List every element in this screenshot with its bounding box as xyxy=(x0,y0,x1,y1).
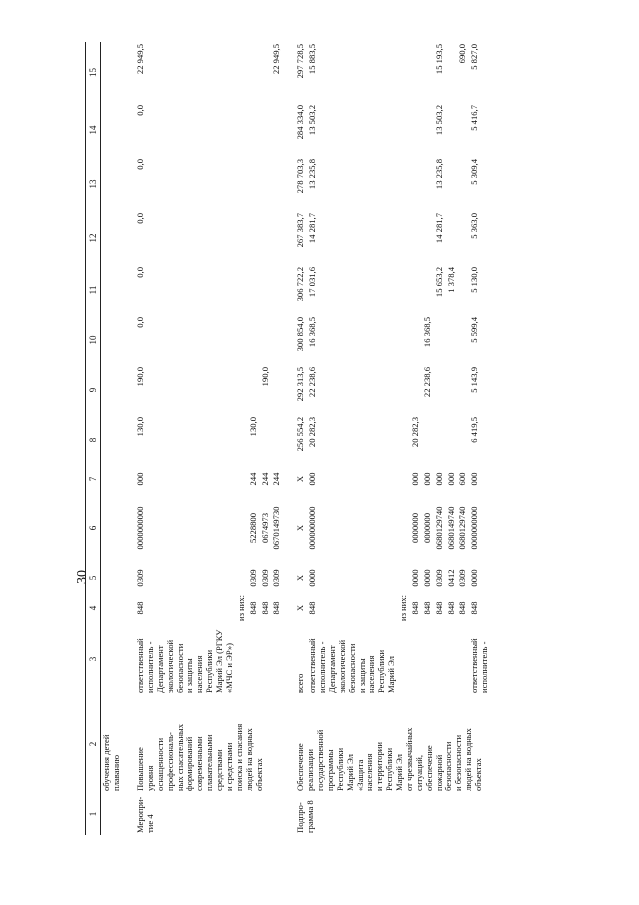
code-cell-c6: 0000000 xyxy=(409,512,420,544)
value-cell-c12: 14 281,7 xyxy=(433,213,444,244)
section-title-line: формирований xyxy=(184,736,195,791)
table-row xyxy=(135,42,236,835)
responsible-line: Департамент xyxy=(154,645,165,693)
value-cell-c11: 15 653,2 xyxy=(433,267,444,298)
column-header: 6 xyxy=(86,493,101,563)
section-title-line: оснащенности xyxy=(154,737,165,791)
value-cell-c13 xyxy=(271,157,283,211)
responsible-line: Марий Эл xyxy=(386,656,397,693)
value-cell-c10: 5 599,4 xyxy=(469,317,480,343)
value-cell-c11 xyxy=(398,265,410,315)
code-cell-c5: 0000 xyxy=(421,569,432,587)
section-title-line: реализации xyxy=(305,749,316,791)
table-row xyxy=(295,42,307,835)
section-title-line: государственной xyxy=(315,729,326,791)
section-title-line: Республики xyxy=(334,747,345,791)
column-header: 10 xyxy=(86,315,101,365)
code-cell-c6: X xyxy=(295,524,306,532)
code-cell-c7: 244 xyxy=(271,472,282,486)
code-cell-c6: 0680129740 xyxy=(433,506,444,550)
value-cell-c11 xyxy=(422,265,434,315)
responsible-cell xyxy=(457,623,469,695)
value-cell-c13 xyxy=(236,157,248,211)
value-cell-c10 xyxy=(457,315,469,365)
code-cell-c7: 244 xyxy=(259,472,270,486)
responsible-line: ответственный xyxy=(307,638,318,693)
value-cell-c13 xyxy=(260,157,272,211)
carry-over-row xyxy=(101,42,123,835)
code-cell-c7: 000 xyxy=(409,472,420,486)
value-cell-c13 xyxy=(457,157,469,211)
value-cell-c14 xyxy=(422,103,434,157)
value-cell-c9: 292 313,5 xyxy=(295,367,306,402)
value-cell-c9 xyxy=(457,365,469,415)
carry-over-line: плаванию xyxy=(111,754,122,791)
responsible-line: населения xyxy=(194,655,205,693)
value-cell-c10: 16 368,5 xyxy=(421,317,432,348)
value-cell-c12: 5 363,0 xyxy=(469,213,480,239)
value-cell-c8: 130,0 xyxy=(135,417,146,437)
section-title-line: Марий Эл xyxy=(394,754,405,791)
value-cell-c14: 13 503,2 xyxy=(433,105,444,136)
empty-cell xyxy=(101,493,123,563)
column-header: 8 xyxy=(86,415,101,465)
value-cell-c11: 306 722,2 xyxy=(295,267,306,302)
code-cell-c5: 0309 xyxy=(433,569,444,587)
column-header: 7 xyxy=(86,465,101,493)
value-cell-c12 xyxy=(260,211,272,265)
code-cell-c7: 600 xyxy=(457,472,468,486)
value-cell-c13: 278 703,3 xyxy=(295,159,306,194)
section-title-line: Обеспечение xyxy=(295,743,306,791)
value-cell-c11: 17 031,6 xyxy=(307,267,318,298)
responsible-line: всего xyxy=(295,673,306,693)
responsible-line: Марий Эл (РГКУ xyxy=(214,629,225,693)
value-cell-c11 xyxy=(236,265,248,315)
responsible-cell xyxy=(434,623,446,695)
value-cell-c8: 256 554,2 xyxy=(295,417,306,452)
value-cell-c13 xyxy=(446,157,458,211)
value-cell-c9: 22 238,6 xyxy=(421,367,432,398)
code-cell-c7: X xyxy=(295,475,306,483)
value-cell-c10 xyxy=(410,315,422,365)
value-cell-c12 xyxy=(248,211,260,265)
code-cell-c7: 000 xyxy=(469,472,480,486)
value-cell-c11: 5 130,0 xyxy=(469,267,480,293)
value-cell-c11: 1 378,4 xyxy=(445,267,456,293)
responsible-line: экологической xyxy=(336,639,347,693)
value-cell-c12 xyxy=(410,211,422,265)
code-cell-c4: из них: xyxy=(235,594,246,621)
column-header: 5 xyxy=(86,563,101,593)
code-cell-c7: 000 xyxy=(445,472,456,486)
page-number: 30 xyxy=(75,570,90,584)
value-cell-c11 xyxy=(248,265,260,315)
code-cell-c5: 0309 xyxy=(259,569,270,587)
responsible-line: ответственный xyxy=(135,638,146,693)
value-cell-c14: 0,0 xyxy=(135,105,146,116)
section-label-line: грамма 8 xyxy=(305,800,316,833)
responsible-line: и защиты xyxy=(184,658,195,693)
section-title-line: плавательными xyxy=(204,734,215,791)
section-label xyxy=(135,793,283,835)
code-cell-c7: 000 xyxy=(433,472,444,486)
gap-cell xyxy=(283,793,295,835)
value-cell-c9 xyxy=(271,365,283,415)
responsible-cell xyxy=(398,623,410,695)
value-cell-c9 xyxy=(434,365,446,415)
value-cell-c9 xyxy=(446,365,458,415)
value-cell-c15: 22 949,5 xyxy=(135,44,146,75)
code-cell-c4: 848 xyxy=(307,601,318,615)
value-cell-c12 xyxy=(398,211,410,265)
value-cell-c10 xyxy=(446,315,458,365)
responsible-line: «МЧС и ЭР») xyxy=(223,643,234,693)
section-title xyxy=(295,695,491,793)
empty-cell xyxy=(101,593,123,623)
value-cell-c15 xyxy=(422,42,434,103)
value-cell-c13 xyxy=(410,157,422,211)
section-title-line: Марий Эл xyxy=(344,754,355,791)
responsible-line: ответственный xyxy=(469,638,480,693)
responsible-line: исполнитель - xyxy=(144,641,155,693)
value-cell-c11: 0,0 xyxy=(135,267,146,278)
empty-cell xyxy=(101,465,123,493)
value-cell-c9 xyxy=(236,365,248,415)
value-cell-c12: 14 281,7 xyxy=(307,213,318,244)
value-cell-c11 xyxy=(410,265,422,315)
section-title-line: населения xyxy=(364,753,375,791)
value-cell-c10 xyxy=(434,315,446,365)
value-cell-c8 xyxy=(236,415,248,465)
value-cell-c15 xyxy=(446,42,458,103)
code-cell-c6: 0000000000 xyxy=(469,506,480,550)
code-cell-c5: 0309 xyxy=(457,569,468,587)
column-header: 2 xyxy=(86,695,101,793)
column-header: 1 xyxy=(86,793,101,835)
value-cell-c10 xyxy=(271,315,283,365)
value-cell-c11 xyxy=(271,265,283,315)
code-cell-c5 xyxy=(236,563,248,593)
section-label-line: Подпро- xyxy=(295,802,306,833)
code-cell-c7: 000 xyxy=(135,472,146,486)
value-cell-c10 xyxy=(236,315,248,365)
value-cell-c9 xyxy=(410,365,422,415)
value-cell-c13: 0,0 xyxy=(135,159,146,170)
value-cell-c14 xyxy=(457,103,469,157)
section-gap xyxy=(283,42,295,835)
code-cell-c6 xyxy=(236,493,248,563)
responsible-cell xyxy=(307,623,398,695)
responsible-cell xyxy=(295,623,307,695)
value-cell-c8 xyxy=(260,415,272,465)
value-cell-c12 xyxy=(457,211,469,265)
column-header: 13 xyxy=(86,157,101,211)
responsible-cell xyxy=(271,623,283,695)
section-title-line: пожарной xyxy=(433,754,444,791)
value-cell-c15 xyxy=(248,42,260,103)
value-cell-c14: 5 416,7 xyxy=(469,105,480,131)
code-cell-c6: 0000000 xyxy=(421,512,432,544)
empty-cell xyxy=(101,365,123,415)
responsible-line: Департамент xyxy=(326,645,337,693)
value-cell-c8 xyxy=(434,415,446,465)
code-cell-c7: 244 xyxy=(247,472,258,486)
value-cell-c8: 20 282,3 xyxy=(307,417,318,448)
value-cell-c14 xyxy=(398,103,410,157)
section-title-line: «Защита xyxy=(354,759,365,791)
carry-over-line: обучения детей xyxy=(101,734,112,791)
code-cell-c5: 0000 xyxy=(469,569,480,587)
value-cell-c9 xyxy=(398,365,410,415)
value-cell-c14 xyxy=(446,103,458,157)
code-cell-c4: 848 xyxy=(409,601,420,615)
value-cell-c15: 22 949,5 xyxy=(271,44,282,75)
section-title-line: уровня xyxy=(144,765,155,791)
code-cell-c6: 0670149730 xyxy=(271,506,282,550)
value-cell-c15: 15 193,5 xyxy=(433,44,444,75)
column-header: 3 xyxy=(86,623,101,695)
section-title-line: объектах xyxy=(253,758,264,791)
empty-cell xyxy=(101,623,123,695)
code-cell-c6: 0000000000 xyxy=(307,506,318,550)
code-cell-c7 xyxy=(398,465,410,493)
value-cell-c14 xyxy=(271,103,283,157)
responsible-line: исполнитель - xyxy=(479,641,490,693)
code-cell-c6: 0674973 xyxy=(259,512,270,544)
section-label xyxy=(295,793,491,835)
value-cell-c13: 13 235,8 xyxy=(433,159,444,190)
empty-cell xyxy=(101,42,123,103)
code-cell-c5: 0309 xyxy=(271,569,282,587)
column-header: 11 xyxy=(86,265,101,315)
responsible-cell xyxy=(260,623,272,695)
value-cell-c9: 190,0 xyxy=(259,367,270,387)
value-cell-c12: 267 383,7 xyxy=(295,213,306,248)
value-cell-c8: 20 282,3 xyxy=(409,417,420,448)
code-cell-c5 xyxy=(398,563,410,593)
value-cell-c15: 297 728,5 xyxy=(295,44,306,79)
code-cell-c6 xyxy=(398,493,410,563)
value-cell-c15 xyxy=(236,42,248,103)
value-cell-c9: 190,0 xyxy=(135,367,146,387)
value-cell-c10 xyxy=(248,315,260,365)
value-cell-c10: 300 854,0 xyxy=(295,317,306,352)
value-cell-c14 xyxy=(248,103,260,157)
budget-table-sheet xyxy=(85,42,625,835)
value-cell-c8 xyxy=(422,415,434,465)
value-cell-c14: 284 334,0 xyxy=(295,105,306,140)
value-cell-c9 xyxy=(248,365,260,415)
value-cell-c9: 5 143,9 xyxy=(469,367,480,393)
code-cell-c7: 000 xyxy=(421,472,432,486)
empty-cell xyxy=(101,415,123,465)
empty-cell xyxy=(101,103,123,157)
section-title-line: средствами xyxy=(214,749,225,791)
value-cell-c8: 130,0 xyxy=(247,417,258,437)
responsible-line: исполнитель - xyxy=(317,641,328,693)
value-cell-c15: 15 883,5 xyxy=(307,44,318,75)
empty-cell xyxy=(101,315,123,365)
section-title-line: ных спасательных xyxy=(174,723,185,791)
column-header: 9 xyxy=(86,365,101,415)
section-label-line: тие 4 xyxy=(144,814,155,833)
responsible-cell xyxy=(248,623,260,695)
code-cell-c4: 848 xyxy=(421,601,432,615)
value-cell-c15 xyxy=(410,42,422,103)
section-title-line: поиска и спасания xyxy=(233,723,244,791)
section-title-line: от чрезвычайных xyxy=(403,727,414,791)
section-label-line: Меропри- xyxy=(135,796,146,833)
code-cell-c4: 848 xyxy=(433,601,444,615)
responsible-line: Республики xyxy=(204,649,215,693)
responsible-line: Республики xyxy=(376,649,387,693)
code-cell-c6: 0680149740 xyxy=(445,506,456,550)
value-cell-c10: 16 368,5 xyxy=(307,317,318,348)
section-title-line: ситуаций, xyxy=(413,755,424,791)
value-cell-c13: 13 235,8 xyxy=(307,159,318,190)
value-cell-c14 xyxy=(236,103,248,157)
value-cell-c12 xyxy=(446,211,458,265)
value-cell-c13 xyxy=(248,157,260,211)
empty-cell xyxy=(101,157,123,211)
section-title-line: Республики xyxy=(384,747,395,791)
value-cell-c10: 0,0 xyxy=(135,317,146,328)
code-cell-c5: 0000 xyxy=(409,569,420,587)
value-cell-c11 xyxy=(260,265,272,315)
code-cell-c5: 0412 xyxy=(445,569,456,587)
responsible-line: экологической xyxy=(164,639,175,693)
code-cell-c6: 0680129740 xyxy=(457,506,468,550)
section-title-line: программы xyxy=(324,749,335,791)
code-cell-c4: 848 xyxy=(469,601,480,615)
code-cell-c5: X xyxy=(295,574,306,582)
value-cell-c15: 690,0 xyxy=(457,44,468,64)
value-cell-c14: 13 503,2 xyxy=(307,105,318,136)
section-gap xyxy=(123,42,135,835)
table-body xyxy=(101,42,491,835)
section-title-line: людей на водных xyxy=(463,728,474,791)
code-cell-c7 xyxy=(236,465,248,493)
value-cell-c15 xyxy=(260,42,272,103)
responsible-line: безопасности xyxy=(346,643,357,693)
code-cell-c5: 0309 xyxy=(135,569,146,587)
section-title-line: профессиональ- xyxy=(164,732,175,791)
section-title-line: современными xyxy=(194,736,205,791)
code-cell-c4: 848 xyxy=(259,601,270,615)
value-cell-c10 xyxy=(398,315,410,365)
responsible-line: безопасности xyxy=(174,643,185,693)
section-title-line: и средствами xyxy=(223,742,234,791)
responsible-cell xyxy=(410,623,422,695)
value-cell-c8 xyxy=(271,415,283,465)
empty-cell xyxy=(101,211,123,265)
budget-table xyxy=(85,42,491,835)
code-cell-c5: 0309 xyxy=(247,569,258,587)
value-cell-c8 xyxy=(446,415,458,465)
section-title-line: обеспечение xyxy=(423,745,434,791)
value-cell-c8 xyxy=(398,415,410,465)
value-cell-c9: 22 238,6 xyxy=(307,367,318,398)
value-cell-c8 xyxy=(457,415,469,465)
code-cell-c5: 0000 xyxy=(307,569,318,587)
code-cell-c4: из них: xyxy=(398,594,409,621)
value-cell-c12: 0,0 xyxy=(135,213,146,224)
responsible-line: населения xyxy=(366,655,377,693)
column-header-row xyxy=(86,42,101,835)
section-title-line: безопасности xyxy=(443,741,454,791)
section-title-line: и безопасности xyxy=(453,734,464,791)
value-cell-c12 xyxy=(271,211,283,265)
value-cell-c12 xyxy=(236,211,248,265)
empty-cell xyxy=(101,793,123,835)
responsible-cell xyxy=(446,623,458,695)
carry-over-text xyxy=(101,695,123,793)
code-cell-c4: 848 xyxy=(445,601,456,615)
value-cell-c8: 6 419,5 xyxy=(469,417,480,443)
column-header: 15 xyxy=(86,42,101,103)
code-cell-c4: X xyxy=(295,604,306,612)
value-cell-c13 xyxy=(398,157,410,211)
value-cell-c14 xyxy=(260,103,272,157)
section-title-line: людей на водных xyxy=(243,728,254,791)
gap-cell xyxy=(123,793,135,835)
section-title-line: объектах xyxy=(473,758,484,791)
value-cell-c14 xyxy=(410,103,422,157)
section-title-line: Повышение xyxy=(135,747,146,791)
code-cell-c4: 848 xyxy=(457,601,468,615)
empty-cell xyxy=(101,563,123,593)
responsible-cell xyxy=(135,623,236,695)
value-cell-c15: 5 827,0 xyxy=(469,44,480,70)
section-title-line: и территории xyxy=(374,742,385,791)
value-cell-c11 xyxy=(457,265,469,315)
responsible-line: и защиты xyxy=(356,658,367,693)
responsible-cell xyxy=(236,623,248,695)
value-cell-c15 xyxy=(398,42,410,103)
code-cell-c4: 848 xyxy=(247,601,258,615)
code-cell-c4: 848 xyxy=(135,601,146,615)
code-cell-c6: 5228800 xyxy=(247,512,258,544)
section-title xyxy=(135,695,283,793)
responsible-cell xyxy=(469,623,491,695)
column-header: 4 xyxy=(86,593,101,623)
code-cell-c4: 848 xyxy=(271,601,282,615)
value-cell-c12 xyxy=(422,211,434,265)
empty-cell xyxy=(101,265,123,315)
code-cell-c6: 0000000000 xyxy=(135,506,146,550)
column-header: 14 xyxy=(86,103,101,157)
column-header: 12 xyxy=(86,211,101,265)
code-cell-c7: 000 xyxy=(307,472,318,486)
value-cell-c10 xyxy=(260,315,272,365)
responsible-cell xyxy=(422,623,434,695)
value-cell-c13: 5 309,4 xyxy=(469,159,480,185)
value-cell-c13 xyxy=(422,157,434,211)
